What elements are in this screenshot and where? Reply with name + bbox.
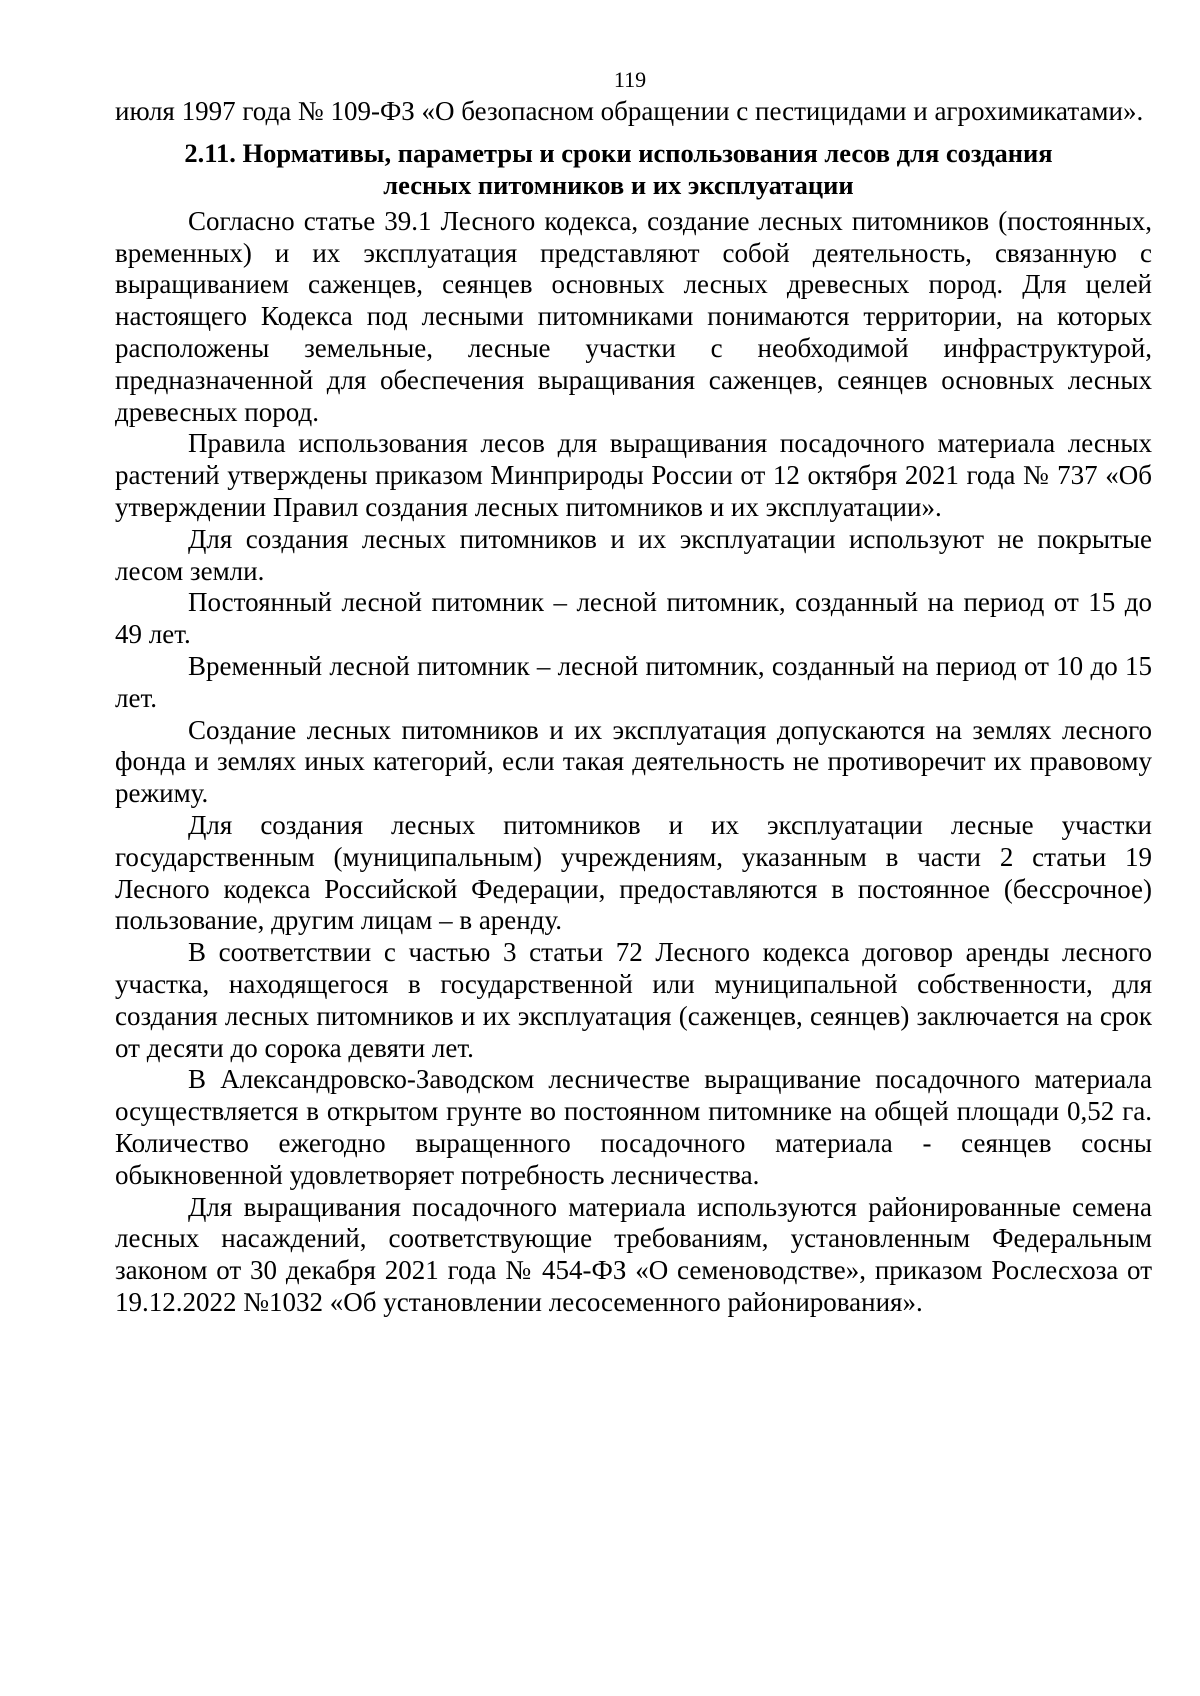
paragraph: Согласно статье 39.1 Лесного кодекса, создание лесных питомников (постоянных, временных) и их эксплуатация представляют собой деятельность, связанную с выращиванием саженцев, сеянцев основных лесных древесных пород. Для целей настоящего Кодекса под лесными питомниками понимаются территории, на которых расположены земельные, лесные участки с необходимой инфраструктурой, предназначенной для обеспечения выращивания саженцев, сеянцев основных лесных древесных пород. xyxy=(115,205,1152,427)
paragraph: Правила использования лесов для выращивания посадочного материала лесных растений утверждены приказом Минприроды России от 12 октября 2021 года № 737 «Об утверждении Правил создания лесных питомников и их эксплуатации». xyxy=(115,428,1152,522)
continuation-paragraph: июля 1997 года № 109-ФЗ «О безопасном обращении с пестицидами и агрохимикатами». xyxy=(115,96,1144,126)
paragraph: В соответствии с частью 3 статьи 72 Лесного кодекса договор аренды лесного участка, находящегося в государственной или муниципальной собственности, для создания лесных питомников и их эксплуатация (саженцев, сеянцев) заключается на срок от десяти до сорока девяти лет. xyxy=(115,937,1152,1063)
paragraph: Постоянный лесной питомник – лесной питомник, созданный на период от 15 до 49 лет. xyxy=(115,587,1152,650)
section-heading-line-2: лесных питомников и их эксплуатации xyxy=(383,169,854,200)
paragraph: Создание лесных питомников и их эксплуатация допускаются на землях лесного фонда и землях иных категорий, если такая деятельность не противоречит их правовому режиму. xyxy=(115,714,1152,809)
section-heading xyxy=(115,137,1152,201)
paragraph: Для выращивания посадочного материала используются районированные семена лесных насаждений, соответствующие требованиям, установленным Федеральным законом от 30 декабря 2021 года № 454-ФЗ «О семеноводстве», приказом Рослесхоза от 19.12.2022 №1032 «Об установлении лесосеменного районирования». xyxy=(115,1191,1152,1317)
paragraph: Для создания лесных питомников и их эксплуатации используют не покрытые лесом земли. xyxy=(115,523,1152,586)
document-body xyxy=(115,96,1152,1319)
page-number: 119 xyxy=(613,67,647,92)
section-heading-line-1: 2.11. Нормативы, параметры и сроки использования лесов для создания xyxy=(184,137,1053,168)
paragraph: В Александровско-Заводском лесничестве выращивание посадочного материала осуществляется в открытом грунте во постоянном питомнике на общей площади 0,52 га. Количество ежегодно выращенного посадочного материала - сеянцев сосны обыкновенной удовлетворяет потребность лесничества. xyxy=(115,1064,1152,1190)
paragraph: Для создания лесных питомников и их эксплуатации лесные участки государственным (муниципальным) учреждениям, указанным в части 2 статьи 19 Лесного кодекса Российской Федерации, предоставляются в постоянное (бессрочное) пользование, другим лицам – в аренду. xyxy=(115,809,1152,936)
paragraph: Временный лесной питомник – лесной питомник, созданный на период от 10 до 15 лет. xyxy=(115,650,1152,713)
